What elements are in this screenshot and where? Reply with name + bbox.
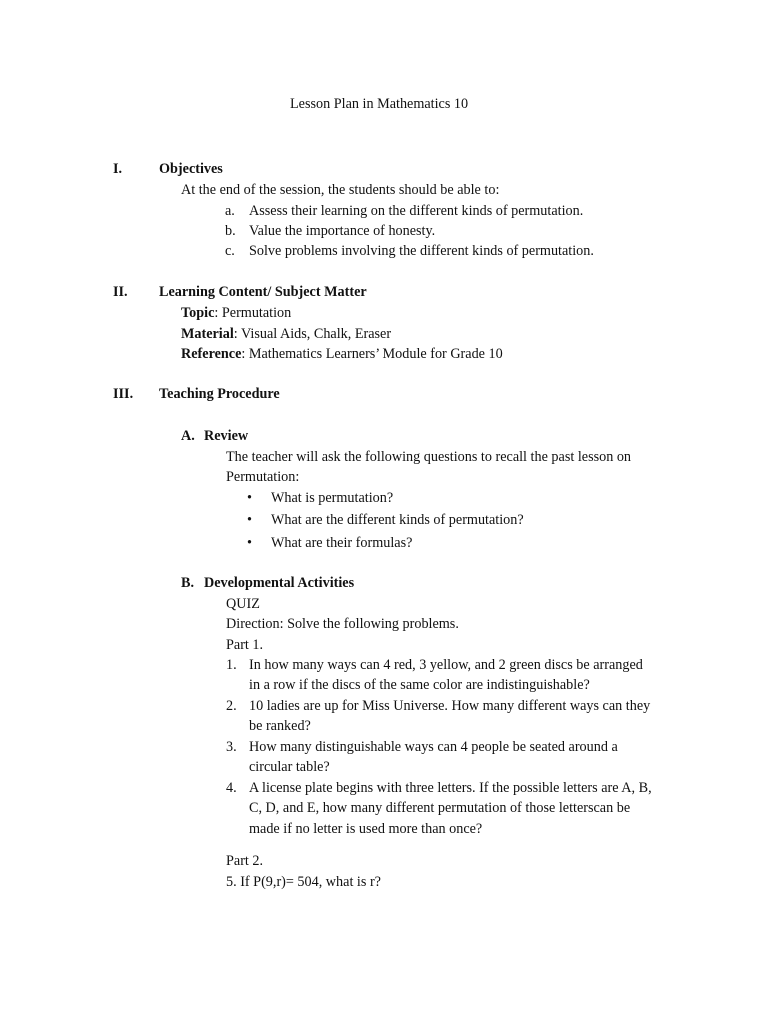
section-heading-content: Learning Content/ Subject Matter [159,284,367,300]
problem-text: be ranked? [249,718,311,734]
reference-value: : Mathematics Learners’ Module for Grade 10 [241,346,503,362]
objective-item: Value the importance of honesty. [249,223,436,239]
review-text: Permutation: [226,469,300,485]
part2-label: Part 2. [226,853,264,869]
bullet-icon: • [247,490,252,506]
objective-item: Assess their learning on the different kinds of permutation. [249,203,584,219]
bullet-icon: • [247,512,252,528]
problem-text: A license plate begins with three letters. If the possible letters are A, B, [249,780,652,796]
problem-marker: 1. [226,657,237,673]
part1-label: Part 1. [226,637,264,653]
problem-marker: 2. [226,698,237,714]
section-heading-objectives: Objectives [159,161,223,177]
topic-line [181,303,291,324]
reference-line [181,344,503,365]
objective-marker: a. [225,203,235,219]
problem-text: 5. If P(9,r)= 504, what is r? [226,874,381,890]
review-text: The teacher will ask the following questions to recall the past lesson on [226,449,632,465]
problem-marker: 3. [226,739,237,755]
section-numeral-procedure: III. [113,386,134,402]
problem-text: circular table? [249,759,330,775]
objective-marker: b. [225,223,236,239]
section-numeral-objectives: I. [113,161,123,177]
problem-marker: 4. [226,780,237,796]
review-question: What are their formulas? [271,535,413,551]
problem-text: 10 ladies are up for Miss Universe. How many different ways can they [249,698,651,714]
material-value: : Visual Aids, Chalk, Eraser [233,326,392,342]
objective-marker: c. [225,243,235,259]
review-heading: Review [204,428,249,444]
problem-text: C, D, and E, how many different permutation of those letterscan be [249,800,631,816]
section-numeral-content: II. [113,284,128,300]
quiz-direction: Direction: Solve the following problems. [226,616,459,632]
problem-text: In how many ways can 4 red, 3 yellow, and 2 green discs be arranged [249,657,643,673]
topic-label: Topic [181,305,215,321]
objective-item: Solve problems involving the different kinds of permutation. [249,243,594,259]
material-label: Material [181,326,234,342]
section-heading-procedure: Teaching Procedure [159,386,280,402]
topic-value: : Permutation [214,305,292,321]
material-line [181,324,391,345]
reference-label: Reference [181,346,242,362]
review-question: What is permutation? [271,490,394,506]
objectives-intro: At the end of the session, the students should be able to: [181,182,500,198]
dev-heading: Developmental Activities [204,575,355,591]
page-title: Lesson Plan in Mathematics 10 [290,96,469,112]
bullet-icon: • [247,535,252,551]
review-marker: A. [181,428,195,444]
review-question: What are the different kinds of permutation? [271,512,524,528]
problem-text: made if no letter is used more than once? [249,821,483,837]
problem-text: How many distinguishable ways can 4 people be seated around a [249,739,618,755]
dev-marker: B. [181,575,195,591]
problem-text: in a row if the discs of the same color are indistinguishable? [249,677,590,693]
quiz-title: QUIZ [226,596,260,612]
